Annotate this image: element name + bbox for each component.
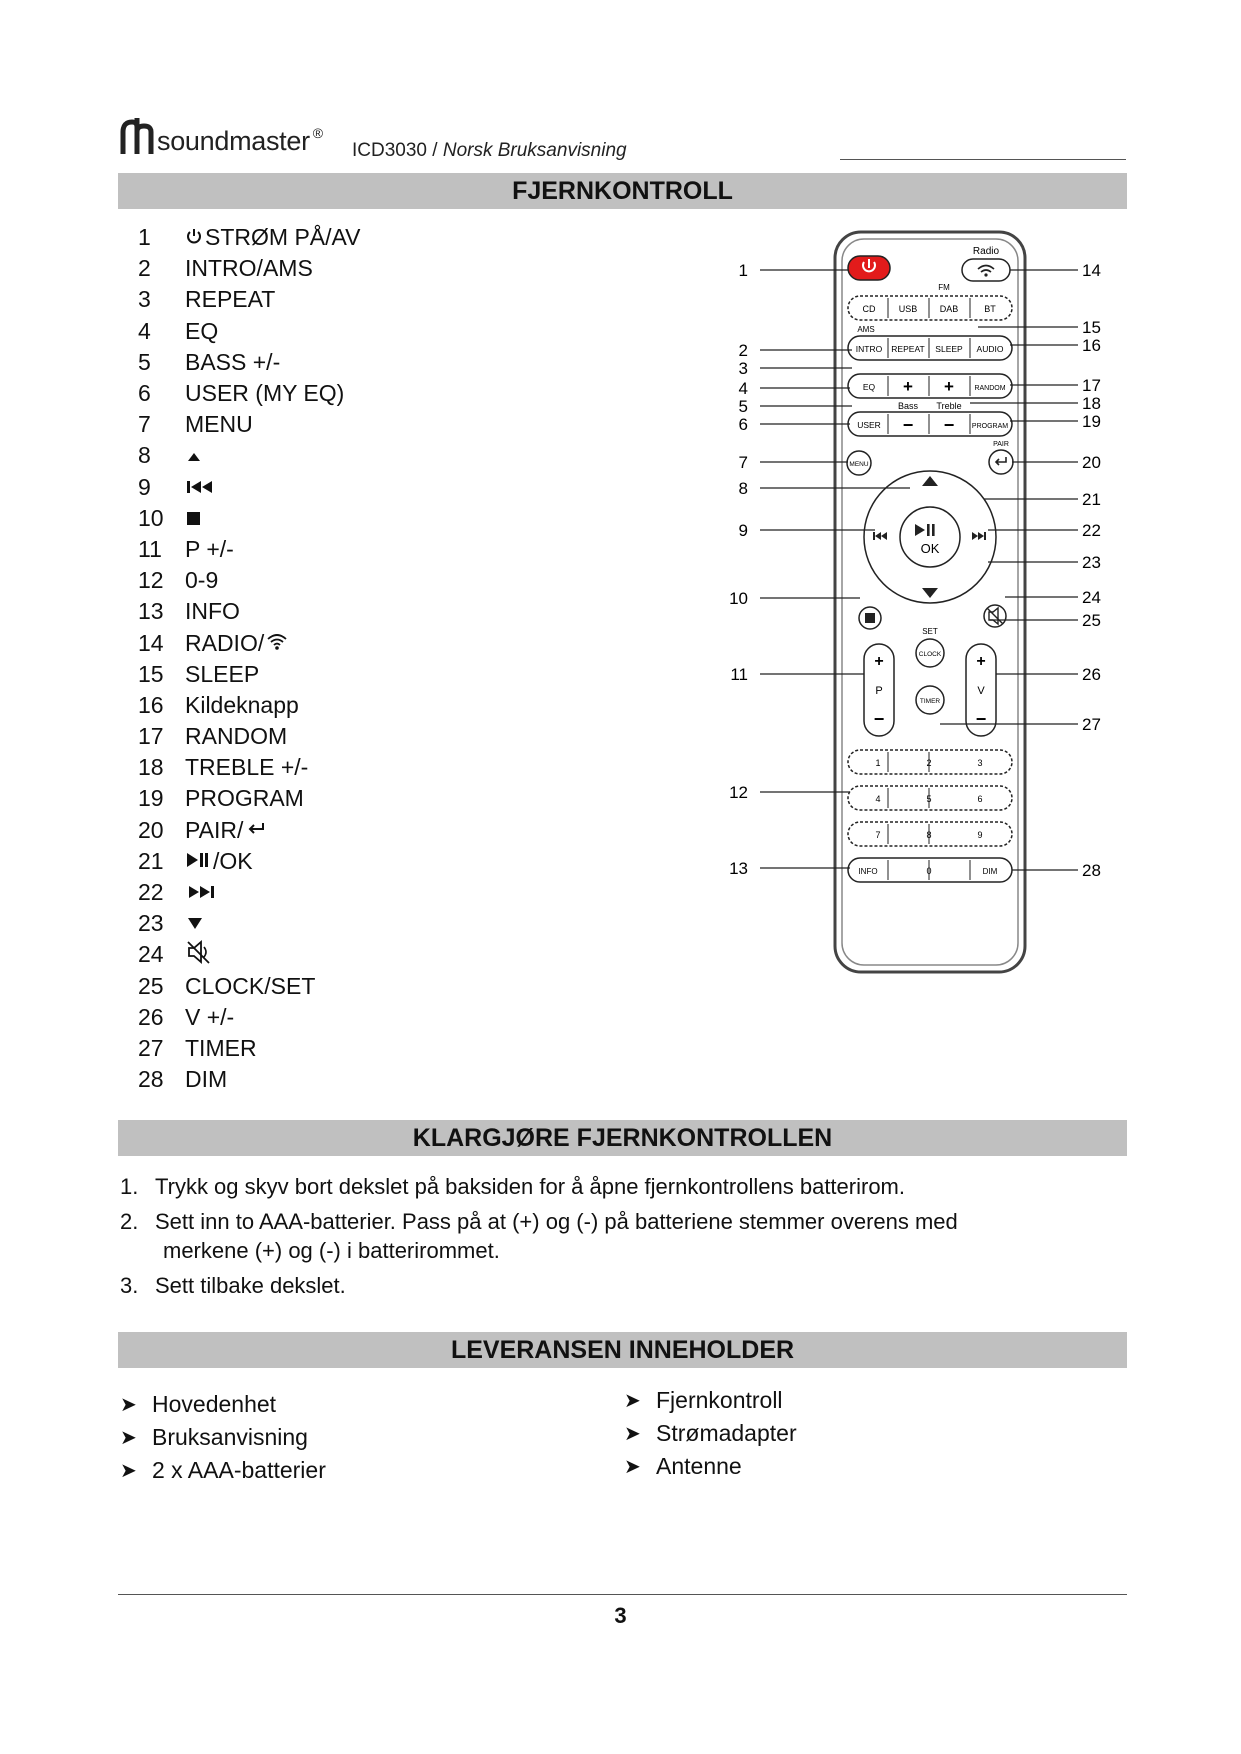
down-arrow-icon <box>185 910 205 937</box>
step-item <box>120 1207 1120 1265</box>
contents-item-label: Strømadapter <box>656 1420 797 1446</box>
legend-item <box>138 253 658 284</box>
arrow-bullet-icon: ➤ <box>120 1427 137 1449</box>
legend-label-group <box>185 723 287 750</box>
legend-label: BASS +/- <box>185 348 281 375</box>
legend-label: SLEEP <box>185 660 260 687</box>
random-button: RANDOM <box>974 385 1006 392</box>
legend-number: 22 <box>138 879 164 906</box>
legend-label-group <box>185 1066 227 1093</box>
callout-number: 14 <box>1082 261 1101 280</box>
v-plus-button: + <box>976 653 986 670</box>
callout-number: 4 <box>738 379 748 398</box>
legend-item <box>138 1064 658 1095</box>
legend-label: CLOCK/SET <box>185 972 316 999</box>
legend-label-group <box>185 1035 257 1062</box>
legend-number: 25 <box>138 972 164 999</box>
ams-label: AMS <box>857 325 875 334</box>
legend-item <box>138 971 658 1002</box>
legend-number: 7 <box>138 411 151 438</box>
soundmaster-logo-icon <box>120 118 154 156</box>
legend-number: 15 <box>138 660 164 687</box>
callout-number: 13 <box>729 859 748 878</box>
mute-icon <box>185 939 213 971</box>
arrow-bullet-icon: ➤ <box>120 1394 137 1416</box>
contents-item <box>120 1388 326 1421</box>
legend-label-group <box>185 567 218 594</box>
legend-label: TREBLE +/- <box>185 754 309 781</box>
return-icon <box>245 817 267 844</box>
radio-label: Radio <box>972 246 1000 257</box>
arrow-bullet-icon: ➤ <box>120 1460 137 1482</box>
user-button: USER <box>857 420 881 430</box>
legend-item <box>138 939 658 970</box>
document-title: ICD3030 / Norsk Bruksanvisning <box>352 140 627 161</box>
legend-label: /OK <box>213 847 253 874</box>
callout-number: 21 <box>1082 490 1101 509</box>
p-plus-button: + <box>874 653 884 670</box>
legend-label: PAIR/ <box>185 816 244 843</box>
legend-item <box>138 690 658 721</box>
contents-item-label: Fjernkontroll <box>656 1387 783 1413</box>
step-number: 3. <box>120 1273 139 1298</box>
footer-rule <box>118 1594 1127 1595</box>
legend-number: 23 <box>138 910 164 937</box>
legend-number: 28 <box>138 1066 164 1093</box>
step-text: Trykk og skyv bort dekslet på baksiden for å åpne fjernkontrollens batterirom. <box>155 1174 905 1199</box>
power-icon <box>185 224 203 251</box>
remote-legend-list <box>138 222 658 1095</box>
contents-item-label: Hovedenhet <box>152 1391 277 1417</box>
contents-list-right <box>624 1384 797 1483</box>
legend-item <box>138 846 658 877</box>
legend-label-group <box>185 536 234 563</box>
digit-button: 0 <box>926 866 932 876</box>
manual-title: Norsk Bruksanvisning <box>442 140 627 161</box>
legend-number: 24 <box>138 941 164 968</box>
legend-number: 5 <box>138 348 151 375</box>
legend-label-group <box>185 442 205 469</box>
legend-label-group <box>185 692 299 719</box>
preparation-steps <box>120 1172 1120 1306</box>
legend-item <box>138 503 658 534</box>
cd-button: CD <box>862 304 876 314</box>
treble-minus-button: − <box>943 415 955 435</box>
legend-number: 20 <box>138 816 164 843</box>
model-number: ICD3030 <box>352 140 427 161</box>
digit-button: 5 <box>926 794 932 804</box>
legend-label: STRØM PÅ/AV <box>205 224 361 251</box>
legend-item <box>138 534 658 565</box>
legend-item <box>138 908 658 939</box>
legend-number: 19 <box>138 785 164 812</box>
legend-label: Kildeknapp <box>185 691 299 718</box>
brand-logo <box>120 118 323 156</box>
legend-number: 27 <box>138 1034 164 1061</box>
menu-label: MENU <box>849 461 869 468</box>
callout-number: 1 <box>738 261 748 280</box>
treble-label: Treble <box>936 401 962 411</box>
contents-list-left <box>120 1388 326 1487</box>
callout-number: 9 <box>738 521 748 540</box>
legend-item <box>138 815 658 846</box>
legend-item <box>138 222 658 253</box>
set-label: SET <box>922 627 938 636</box>
stop-icon <box>865 613 875 623</box>
legend-label: TIMER <box>185 1034 257 1061</box>
legend-item <box>138 565 658 596</box>
digit-button: 4 <box>875 794 881 804</box>
legend-number: 26 <box>138 1003 164 1030</box>
legend-number: 6 <box>138 380 151 407</box>
legend-label: V +/- <box>185 1003 235 1030</box>
sleep-button: SLEEP <box>935 344 963 354</box>
digit-button: 2 <box>926 758 932 768</box>
legend-label-group <box>185 598 240 625</box>
legend-label-group <box>185 286 275 313</box>
callout-number: 7 <box>738 453 748 472</box>
contents-item <box>624 1450 797 1483</box>
bass-label: Bass <box>897 401 919 411</box>
callout-number: 12 <box>729 783 748 802</box>
brand-name: soundmaster ® <box>157 125 323 156</box>
previous-track-icon <box>185 474 219 501</box>
callout-number: 16 <box>1082 336 1101 355</box>
legend-label: PROGRAM <box>185 785 304 812</box>
legend-label: RADIO/ <box>185 629 265 656</box>
legend-number: 11 <box>138 535 162 562</box>
contents-item <box>120 1454 326 1487</box>
legend-label-group <box>185 380 344 407</box>
digit-button: 7 <box>875 830 881 840</box>
contents-item <box>624 1417 797 1450</box>
legend-label-group <box>185 848 253 875</box>
dim-button: DIM <box>982 867 998 876</box>
p-label: P <box>875 685 883 697</box>
dab-button: DAB <box>939 304 959 314</box>
legend-label-group <box>185 1004 234 1031</box>
legend-label-group <box>185 910 207 937</box>
play-pause-icon <box>185 848 211 875</box>
legend-item <box>138 721 658 752</box>
wifi-icon <box>266 630 288 657</box>
legend-number: 9 <box>138 473 151 500</box>
callout-number: 15 <box>1082 318 1101 337</box>
section-title-remote: FJERNKONTROLL <box>118 173 1127 209</box>
legend-item <box>138 659 658 690</box>
legend-item <box>138 752 658 783</box>
eq-button: EQ <box>862 382 876 392</box>
legend-item <box>138 627 658 658</box>
callout-number: 23 <box>1082 553 1101 572</box>
info-button: INFO <box>858 867 878 876</box>
callout-number: 8 <box>738 479 748 498</box>
next-track-icon <box>185 879 219 906</box>
legend-label: RANDOM <box>185 723 288 750</box>
legend-label-group <box>185 754 308 781</box>
legend-label-group <box>185 879 221 906</box>
arrow-bullet-icon: ➤ <box>624 1456 641 1478</box>
callout-number: 3 <box>738 359 748 378</box>
treble-plus-button: + <box>944 377 954 396</box>
callout-number: 27 <box>1082 715 1101 734</box>
legend-item <box>138 409 658 440</box>
step-text-continued: merkene (+) og (-) i batterirommet. <box>163 1238 500 1263</box>
legend-label-group <box>185 630 288 657</box>
legend-number: 17 <box>138 723 164 750</box>
bt-button: BT <box>984 304 996 314</box>
repeat-button: REPEAT <box>891 344 925 354</box>
callout-number: 28 <box>1082 861 1101 880</box>
step-text: Sett tilbake dekslet. <box>155 1273 346 1298</box>
legend-item <box>138 284 658 315</box>
page-number: 3 <box>614 1603 627 1628</box>
legend-label: REPEAT <box>185 286 276 313</box>
contents-item-label: Antenne <box>656 1453 742 1479</box>
legend-number: 12 <box>138 567 164 594</box>
legend-label: EQ <box>185 317 219 344</box>
v-label: V <box>977 685 985 697</box>
legend-item <box>138 378 658 409</box>
legend-label-group <box>185 318 218 345</box>
v-minus-button: − <box>975 709 987 729</box>
legend-item <box>138 347 658 378</box>
program-button: PROGRAM <box>971 423 1009 430</box>
digit-button: 9 <box>977 830 983 840</box>
legend-number: 13 <box>138 598 164 625</box>
legend-label-group <box>185 224 361 251</box>
timer-label: TIMER <box>919 698 941 705</box>
arrow-bullet-icon: ➤ <box>624 1390 641 1412</box>
legend-label: 0-9 <box>185 567 219 594</box>
legend-label: MENU <box>185 411 253 438</box>
contents-item <box>120 1421 326 1454</box>
intro-button: INTRO <box>855 344 883 354</box>
legend-item <box>138 877 658 908</box>
step-text: Sett inn to AAA-batterier. Pass på at (+) og (-) på batteriene stemmer overens med merkene (+) og (-) i batterirommet. <box>155 1207 1085 1265</box>
legend-label-group <box>185 505 205 532</box>
callout-number: 18 <box>1082 394 1101 413</box>
step-item <box>120 1172 1120 1201</box>
legend-label-group <box>185 255 313 282</box>
legend-label-group <box>185 939 215 971</box>
contents-item-label: 2 x AAA-batterier <box>152 1457 326 1483</box>
contents-item-label: Bruksanvisning <box>152 1424 308 1450</box>
legend-label-group <box>185 349 280 376</box>
legend-label-group <box>185 817 267 844</box>
legend-number: 14 <box>138 629 164 656</box>
step-number: 2. <box>120 1209 139 1234</box>
legend-number: 3 <box>138 286 151 313</box>
legend-item <box>138 1002 658 1033</box>
pair-label: PAIR <box>993 441 1009 448</box>
legend-item <box>138 596 658 627</box>
callout-number: 2 <box>738 341 748 360</box>
header-rule <box>840 159 1126 160</box>
legend-label: P +/- <box>185 535 234 562</box>
remote-control-diagram <box>729 222 1120 982</box>
callout-number: 20 <box>1082 453 1101 472</box>
clock-label: CLOCK <box>918 651 942 658</box>
callout-number: 24 <box>1082 588 1101 607</box>
usb-button: USB <box>898 304 918 314</box>
legend-label: INTRO/AMS <box>185 255 313 282</box>
callout-number: 25 <box>1082 611 1101 630</box>
callout-number: 19 <box>1082 412 1101 431</box>
callout-number: 11 <box>730 665 748 684</box>
section-title-contents: LEVERANSEN INNEHOLDER <box>118 1332 1127 1368</box>
digit-button: 8 <box>926 830 932 840</box>
step-item <box>120 1271 1120 1300</box>
step-number: 1. <box>120 1174 139 1199</box>
legend-number: 8 <box>138 442 151 469</box>
bass-plus-button: + <box>903 377 913 396</box>
legend-label: INFO <box>185 598 240 625</box>
callout-number: 22 <box>1082 521 1101 540</box>
legend-item <box>138 316 658 347</box>
up-arrow-icon <box>185 442 203 469</box>
legend-item <box>138 783 658 814</box>
legend-label-group <box>185 474 221 501</box>
legend-item <box>138 440 658 471</box>
stop-icon <box>185 505 203 532</box>
legend-number: 4 <box>138 317 151 344</box>
legend-number: 16 <box>138 691 164 718</box>
callout-number: 10 <box>729 589 748 608</box>
callout-number: 5 <box>738 397 748 416</box>
callout-number: 26 <box>1082 665 1101 684</box>
legend-label-group <box>185 661 259 688</box>
callout-number: 17 <box>1082 376 1101 395</box>
legend-number: 18 <box>138 754 164 781</box>
legend-label: DIM <box>185 1066 228 1093</box>
bass-minus-button: − <box>902 415 914 435</box>
p-minus-button: − <box>873 709 885 729</box>
legend-number: 2 <box>138 255 151 282</box>
legend-number: 1 <box>138 224 151 251</box>
digit-button: 6 <box>977 794 983 804</box>
section-title-prepare: KLARGJØRE FJERNKONTROLLEN <box>118 1120 1127 1156</box>
contents-item <box>624 1384 797 1417</box>
legend-label-group <box>185 785 304 812</box>
play-ok-button <box>900 507 960 567</box>
audio-button: AUDIO <box>976 344 1004 354</box>
legend-item <box>138 472 658 503</box>
fm-label: FM <box>938 283 950 292</box>
legend-number: 10 <box>138 504 164 531</box>
legend-item <box>138 1033 658 1064</box>
digit-button: 1 <box>875 758 881 768</box>
legend-label-group <box>185 411 253 438</box>
arrow-bullet-icon: ➤ <box>624 1423 641 1445</box>
legend-label-group <box>185 973 315 1000</box>
callout-number: 6 <box>738 415 748 434</box>
digit-button: 3 <box>977 758 983 768</box>
ok-label: OK <box>920 541 940 556</box>
legend-label: USER (MY EQ) <box>185 380 345 407</box>
legend-number: 21 <box>138 847 164 874</box>
